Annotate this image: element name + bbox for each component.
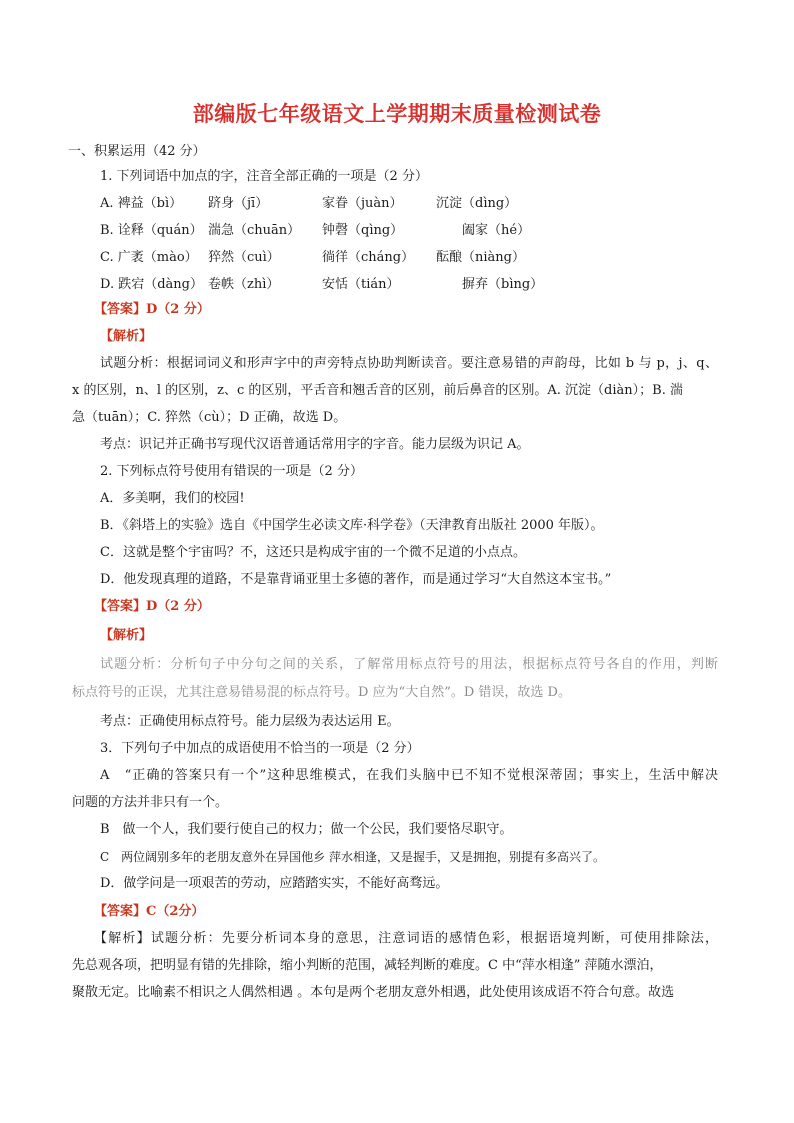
question-1-point: 考点：识记并正确书写现代汉语普通话常用字的字音。能力层级为识记 A。 <box>100 437 530 452</box>
question-3-analysis-line-2: 先总观各项，把明显有错的先排除，缩小判断的范围，减轻判断的难度。C 中“萍水相逢” 萍随水漂泊， <box>72 958 663 973</box>
question-3-analysis-line-3: 聚散无定。比喻素不相识之人偶然相遇 。本句是两个老朋友意外相遇，此处使用该成语不符合句意。故选 <box>72 985 675 1000</box>
question-1-option-d: D. 跌宕（dàng） 卷帙（zhì） 安恬（tián） 摒弃（bìng） <box>100 277 544 292</box>
question-2-analysis-line-2: 标点符号的正误，尤其注意易错易混的标点符号。D 应为“大自然”。D 错误，故选 D。 <box>72 685 571 700</box>
question-2-option-b: B．《斜塔上的实验》选自《中国学生必读文库·科学卷》（天津教育出版社 2000 年版）。 <box>100 518 604 533</box>
question-1-answer: 【答案】D（2 分） <box>94 302 210 317</box>
question-2-option-a: A．多美啊，我们的校园! <box>100 491 245 506</box>
question-3-option-b: B 做一个人，我们要行使自己的权力；做一个公民，我们要恪尽职守。 <box>100 822 513 837</box>
question-2-analysis-label: 【解析】 <box>100 628 153 643</box>
question-1-analysis-line-2: x 的区别，n、l 的区别，z、c 的区别，平舌音和翘舌音的区别，前后鼻音的区别。A. 沉淀（diàn）；B. 湍 <box>72 383 683 398</box>
question-2-option-d: D．他发现真理的道路，不是靠背诵亚里士多德的著作，而是通过学习“大自然这本宝书。” <box>100 572 612 587</box>
question-3-answer: 【答案】C（2分） <box>94 904 205 919</box>
question-1-analysis-line-3: 急（tuān）；C. 猝然（cù）；D 正确，故选 D。 <box>72 410 347 425</box>
question-3-option-a-line-2: 问题的方法并非只有一个。 <box>72 795 229 810</box>
question-2-answer: 【答案】D（2 分） <box>94 599 210 614</box>
question-3-option-d: D．做学问是一项艰苦的劳动，应踏踏实实，不能好高骛远。 <box>100 876 449 891</box>
question-3-stem: 3．下列句子中加点的成语使用不恰当的一项是（2 分） <box>100 741 420 756</box>
question-1-analysis-line-1: 试题分析：根据词词义和形声字中的声旁特点协助判断读音。要注意易错的声韵母，比如 b 与 p，j、q、 <box>100 356 718 371</box>
question-3-option-c: C 两位阔别多年的老朋友意外在异国他乡 萍水相逢，又是握手，又是拥抱，别提有多高兴了。 <box>100 850 605 864</box>
question-2-stem: 2. 下列标点符号使用有错误的一项是（2 分） <box>100 464 363 479</box>
question-1-stem: 1. 下列词语中加点的字，注音全部正确的一项是（2 分） <box>100 169 428 184</box>
question-3-analysis-line-1: 【解析】试题分析：先要分析词本身的意思，注意词语的感情色彩，根据语境判断，可使用排除法， <box>94 931 718 946</box>
question-1-analysis-label: 【解析】 <box>100 329 153 344</box>
question-1-option-a: A. 裨益（bì） 跻身（jī） 家眷（juàn） 沉淀（dìng） <box>100 196 518 211</box>
question-3-option-a-line-1: A “正确的答案只有一个”这种思维模式，在我们头脑中已不知不觉根深蒂固；事实上，生活中解决 <box>100 768 718 783</box>
question-2-option-c: C．这就是整个宇宙吗？不，这还只是构成宇宙的一个微不足道的小点点。 <box>100 545 526 560</box>
document-title: 部编版七年级语文上学期期末质量检测试卷 <box>192 102 602 126</box>
question-2-analysis-line-1: 试题分析：分析句子中分句之间的关系，了解常用标点符号的用法，根据标点符号各自的作用，判断 <box>100 657 718 672</box>
question-1-option-b: B. 诠释（quán） 湍急（chuān） 钟磬（qìng） 阖家（hé） <box>100 223 531 238</box>
question-1-option-c: C. 广袤（mào） 猝然（cuì） 徜徉（cháng） 酝酿（niàng） <box>100 250 525 265</box>
question-2-point: 考点：正确使用标点符号。能力层级为表达运用 E。 <box>100 714 400 729</box>
section-heading: 一、积累运用（42 分） <box>68 144 206 159</box>
